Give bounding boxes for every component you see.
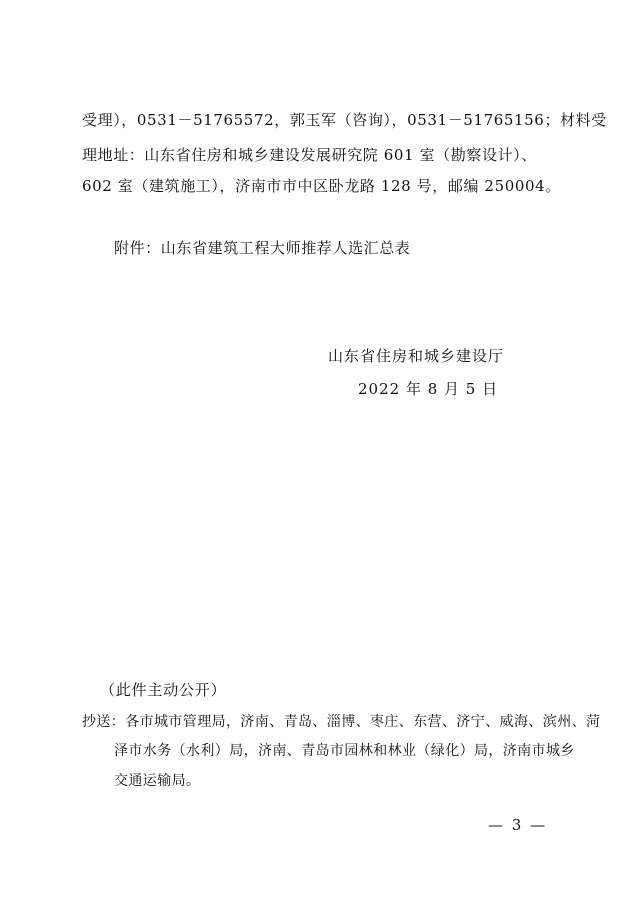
signature-organization: 山东省住房和城乡建设厅 <box>328 347 505 365</box>
signature-date: 2022 年 8 月 5 日 <box>358 380 499 398</box>
cc-line: 抄送：各市城市管理局，济南、青岛、淄博、枣庄、东营、济宁、威海、滨州、菏 <box>82 714 601 730</box>
cc-line: 泽市水务（水利）局，济南、青岛市园林和林业（绿化）局，济南市城乡 <box>114 743 575 759</box>
cc-line: 交通运输局。 <box>114 773 201 789</box>
body-text-line: 理地址：山东省住房和城乡建设发展研究院 601 室（勘察设计）、 <box>82 146 537 164</box>
body-text-line: 受理），0531－51765572，郭玉军（咨询），0531－51765156；材料受 <box>82 111 607 129</box>
body-text-line: 602 室（建筑施工），济南市市中区卧龙路 128 号，邮编 250004。 <box>82 177 561 195</box>
attachment-note: 附件：山东省建筑工程大师推荐人选汇总表 <box>114 239 411 257</box>
page-number: — 3 — <box>488 816 548 834</box>
disclosure-note: （此件主动公开） <box>100 681 227 699</box>
